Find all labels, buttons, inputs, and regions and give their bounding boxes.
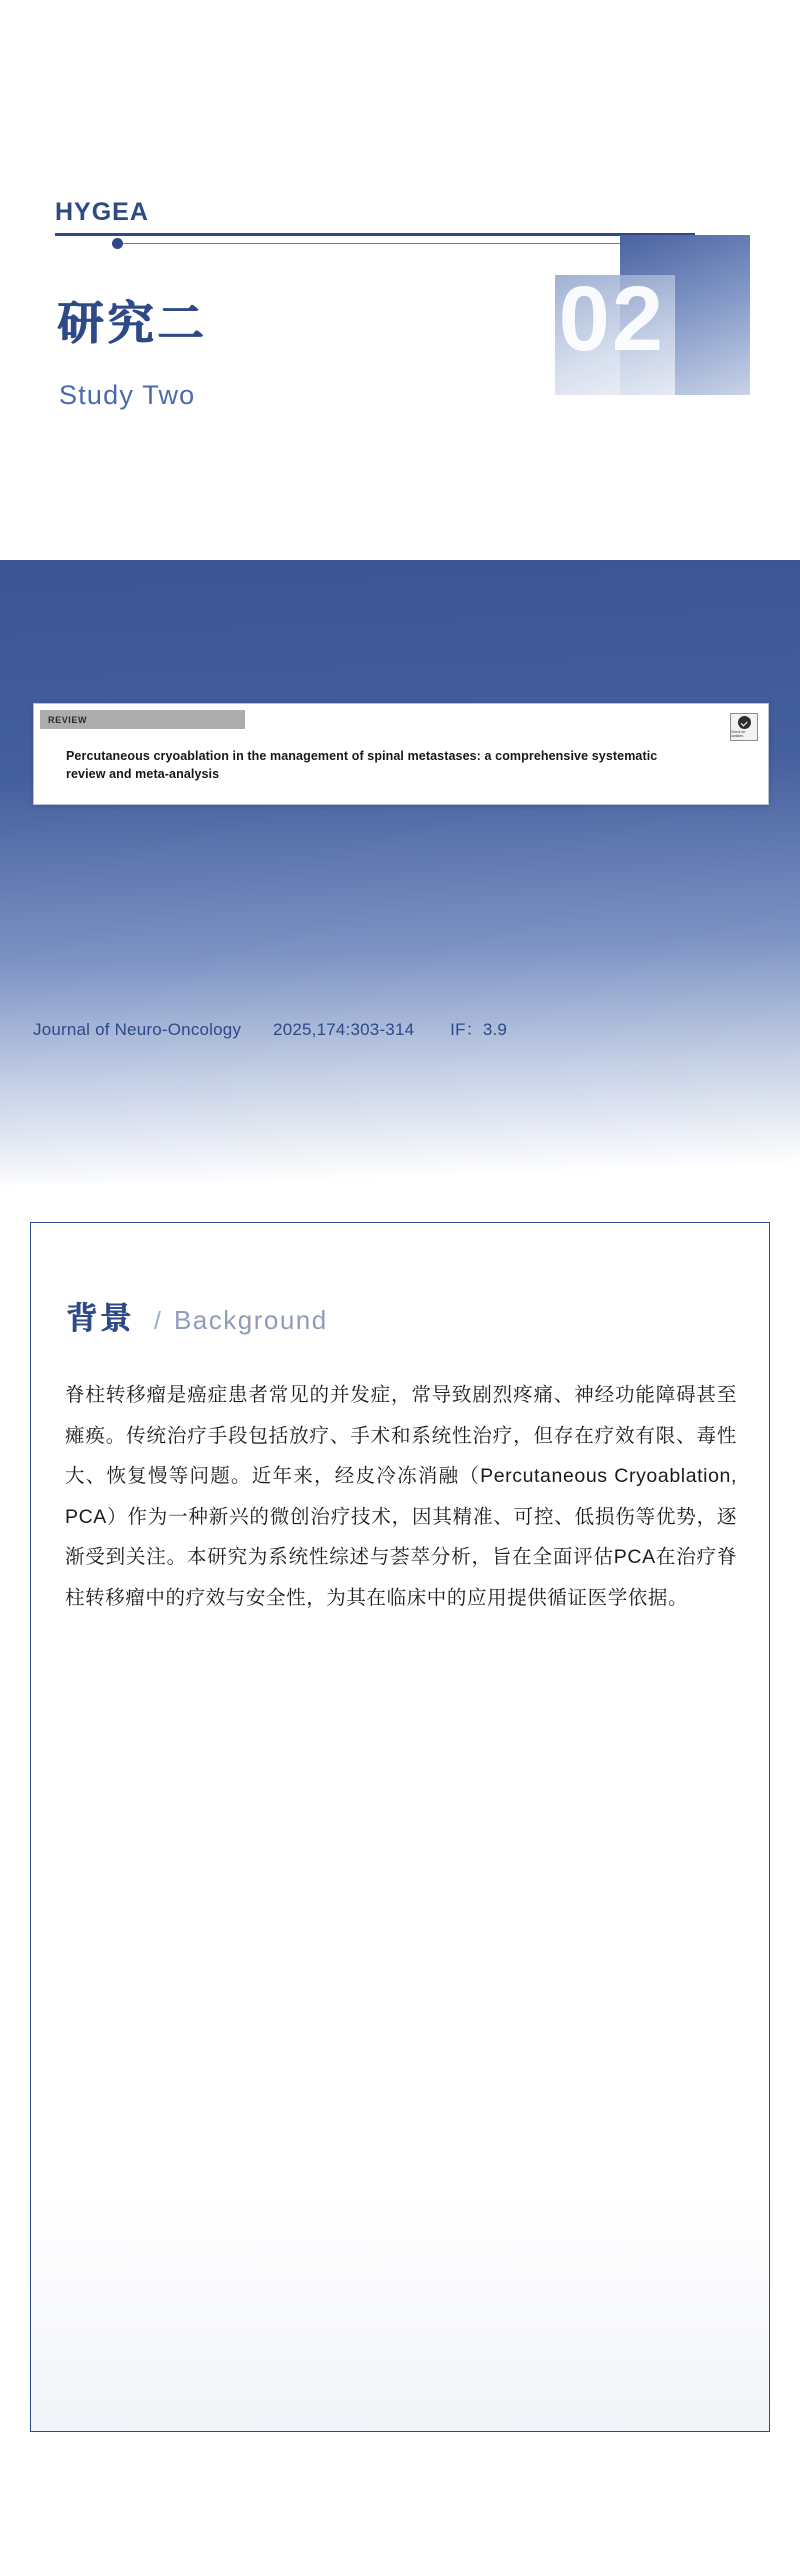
section-body-text: 脊柱转移瘤是癌症患者常见的并发症，常导致剧烈疼痛、神经功能障碍甚至瘫痪。传统治疗手段包括放疗、手术和系统性治疗，但存在疗效有限、毒性大、恢复慢等问题。近年来，经皮冷冻消融（Percutaneous Cryoablation, PCA）作为一种新兴的微创治疗技术，因其精准、可控、低损伤等优势，逐渐受到关注。本研究为系统性综述与荟萃分析，旨在全面评估PCA在治疗脊柱转移瘤中的疗效与安全性，为其在临床中的应用提供循证医学依据。 bbox=[65, 1384, 737, 1609]
journal-impact-factor: IF：3.9 bbox=[450, 1020, 508, 1039]
decorative-number: 02 bbox=[558, 268, 665, 370]
brand-bullet-icon bbox=[112, 238, 123, 249]
paper-title: Percutaneous cryoablation in the management of spinal metastases: a comprehensive systematic review and meta-analysis bbox=[66, 749, 658, 782]
page-title-cn: 研究二 bbox=[57, 297, 207, 349]
page-title-en: Study Two bbox=[59, 380, 196, 410]
journal-banner bbox=[0, 560, 800, 1185]
paper-type-label: REVIEW bbox=[48, 714, 88, 725]
crossmark-icon bbox=[730, 713, 758, 741]
section-heading-divider: / bbox=[154, 1307, 161, 1335]
journal-citation-line bbox=[33, 1015, 767, 1040]
section-heading bbox=[66, 1293, 328, 1338]
paper-type-bar bbox=[40, 710, 245, 729]
background-section-card bbox=[30, 1222, 770, 2432]
crossmark-check-icon bbox=[738, 716, 751, 729]
journal-citation: 2025,174:303-314 bbox=[273, 1020, 415, 1039]
brand-row bbox=[55, 200, 745, 240]
brand-name: HYGEA bbox=[55, 198, 149, 226]
header-section bbox=[0, 0, 800, 560]
journal-name: Journal of Neuro-Oncology bbox=[33, 1020, 242, 1039]
crossmark-label: Check for updates bbox=[731, 730, 746, 739]
paper-card bbox=[33, 703, 769, 805]
section-heading-en: Background bbox=[173, 1305, 328, 1335]
section-heading-cn: 背景 bbox=[66, 1301, 134, 1336]
decorative-number-block bbox=[545, 235, 750, 395]
